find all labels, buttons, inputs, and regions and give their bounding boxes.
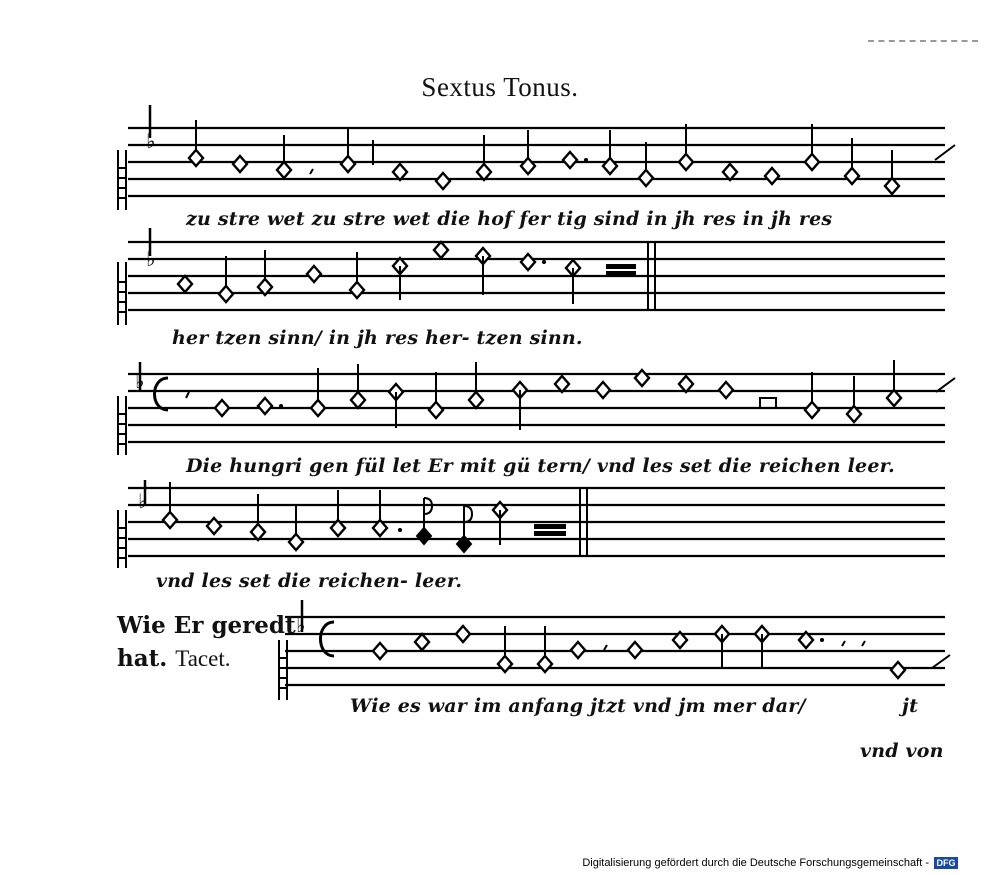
note — [538, 656, 552, 672]
notes-system-1 — [189, 120, 899, 194]
lyric-line-3: Die hungri gen fül let Er mit gü tern/ vnd les set die reichen leer. — [186, 455, 895, 477]
note — [429, 402, 443, 418]
note — [805, 154, 819, 170]
note — [417, 528, 431, 544]
page-title: Sextus Tonus. — [421, 72, 579, 102]
staff-system-4 — [118, 480, 945, 568]
note — [628, 642, 642, 658]
side-note-hat: hat. — [117, 645, 168, 672]
note — [393, 164, 407, 180]
note — [765, 168, 779, 184]
note — [277, 162, 291, 178]
note — [469, 392, 483, 408]
lyric-line-2: her tzen sinn/ in jh res her- tzen sinn. — [172, 327, 583, 349]
note — [555, 376, 569, 392]
lyric-line-6: vnd von — [860, 740, 944, 762]
note — [233, 156, 247, 172]
svg-text:♭: ♭ — [146, 247, 156, 271]
note — [351, 392, 365, 408]
side-note-line-2 — [117, 645, 296, 672]
side-note-line-1: Wie Er geredt — [117, 612, 296, 639]
note — [521, 158, 535, 174]
staff-system-2 — [118, 228, 945, 325]
svg-text:♭: ♭ — [146, 129, 156, 153]
note — [845, 168, 859, 184]
lyric-line-1: zu stre wet zu stre wet die hof fer tig sind in jh res in jh res — [186, 208, 833, 230]
note — [207, 518, 221, 534]
note — [563, 152, 577, 168]
note — [521, 254, 535, 270]
lyric-line-4: vnd les set die reichen- leer. — [156, 570, 463, 592]
note — [189, 150, 203, 166]
funding-footer — [582, 857, 958, 869]
note — [415, 634, 429, 650]
note — [679, 154, 693, 170]
note — [571, 642, 585, 658]
note — [289, 534, 303, 550]
note — [350, 282, 364, 298]
note — [311, 400, 325, 416]
footer-text: Digitalisierung gefördert durch die Deutsche Forschungsgemeinschaft - — [582, 857, 929, 869]
svg-text:♭: ♭ — [138, 489, 148, 513]
side-note-tacet: Tacet. — [175, 646, 231, 671]
note — [434, 242, 448, 258]
note — [456, 626, 470, 642]
lyric-line-5: Wie es war im anfang jtzt vnd jm mer dar/ — [350, 695, 806, 717]
lyric-extra-syllable: jt — [902, 695, 919, 717]
svg-text:♭: ♭ — [135, 369, 145, 393]
note — [215, 400, 229, 416]
notes-system-2 — [178, 242, 636, 304]
note — [373, 643, 387, 659]
dfg-logo-icon: DFG — [934, 857, 958, 869]
notes-system-3 — [186, 360, 901, 430]
note — [477, 164, 491, 180]
note — [258, 398, 272, 414]
note — [885, 178, 899, 194]
note — [436, 173, 450, 189]
note — [307, 266, 321, 282]
notes-system-4 — [163, 482, 566, 552]
staff-system-3 — [118, 362, 955, 455]
note — [251, 524, 265, 540]
note — [887, 390, 901, 406]
note — [805, 402, 819, 418]
staff-system-1 — [118, 105, 955, 210]
note — [719, 382, 733, 398]
note — [163, 512, 177, 528]
note — [639, 170, 653, 186]
note — [498, 656, 512, 672]
note — [603, 158, 617, 174]
note — [635, 370, 649, 386]
svg-text:♭: ♭ — [296, 613, 306, 637]
note — [723, 164, 737, 180]
note — [341, 156, 355, 172]
note — [219, 286, 233, 302]
side-note — [117, 612, 296, 672]
note — [679, 376, 693, 392]
note — [596, 382, 610, 398]
note — [891, 662, 905, 678]
note — [178, 276, 192, 292]
